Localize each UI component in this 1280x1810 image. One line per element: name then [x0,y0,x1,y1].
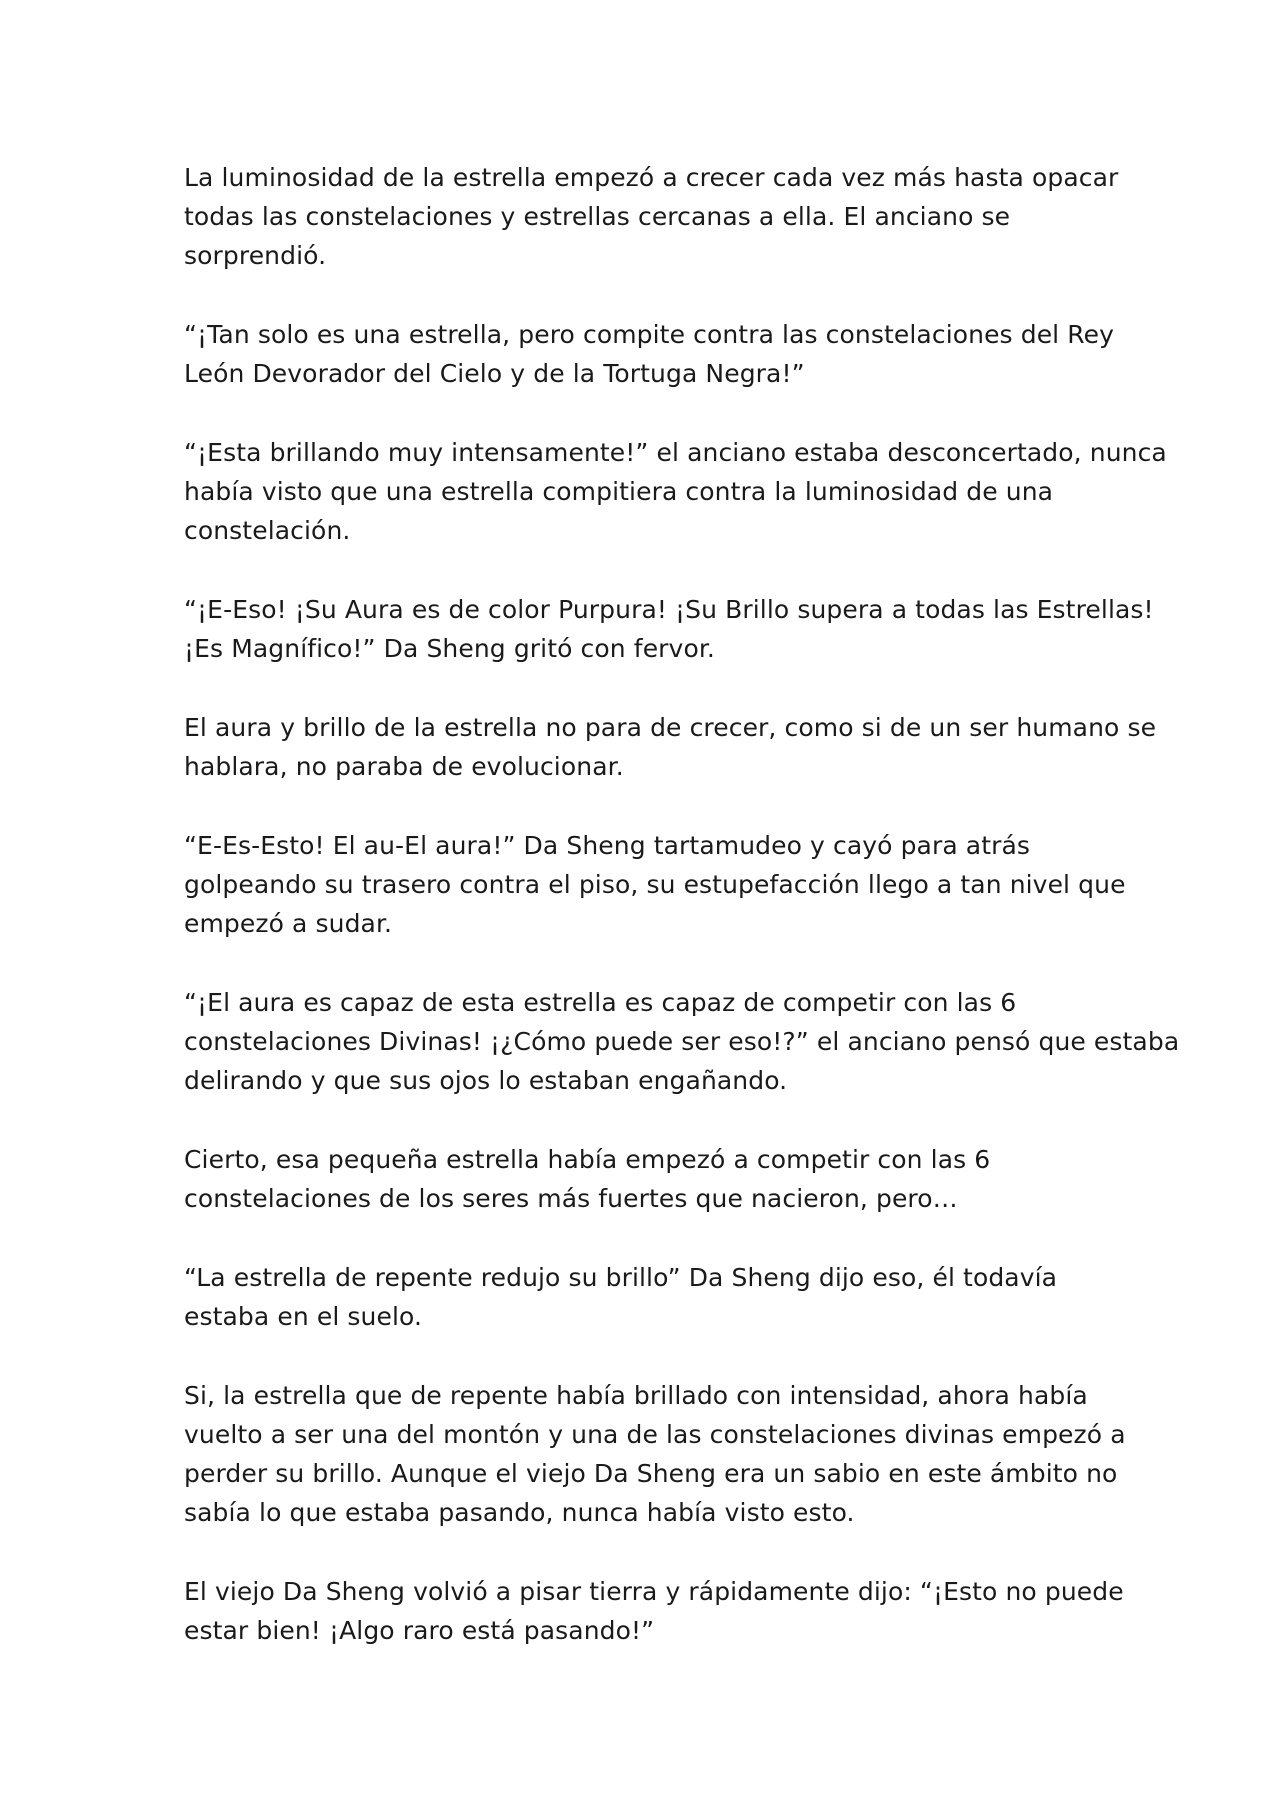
text-line: estaba en el suelo. [184,1302,423,1331]
text-line: constelación. [184,516,351,545]
text-line: León Devorador del Cielo y de la Tortuga Negra!” [184,359,805,388]
text-line: “¡E-Eso! ¡Su Aura es de color Purpura! ¡Su Brillo supera a todas las Estrellas! [184,595,1154,624]
paragraph-4 [184,590,1154,668]
text-line: Cierto, esa pequeña estrella había empezó a competir con las 6 [184,1145,991,1174]
text-line: “La estrella de repente redujo su brillo” Da Sheng dijo eso, él todavía [184,1263,1058,1292]
text-line: constelaciones Divinas! ¡¿Cómo puede ser eso!?” el anciano pensó que estaba [184,1027,1180,1056]
paragraph-6 [184,826,1126,943]
paragraph-2 [184,315,1114,393]
paragraph-7 [184,983,1180,1100]
paragraph-5 [184,708,1157,786]
text-line: El aura y brillo de la estrella no para de crecer, como si de un ser humano se [184,713,1157,742]
text-line: “¡Tan solo es una estrella, pero compite contra las constelaciones del Rey [184,320,1114,349]
text-line: golpeando su trasero contra el piso, su estupefacción llego a tan nivel que [184,870,1126,899]
document-body [184,158,1180,1690]
text-line: estar bien! ¡Algo raro está pasando!” [184,1616,655,1645]
paragraph-10 [184,1376,1126,1532]
text-line: “E-Es-Esto! El au-El aura!” Da Sheng tartamudeo y cayó para atrás [184,831,1031,860]
text-line: ¡Es Magnífico!” Da Sheng gritó con fervor. [184,634,715,663]
text-line: “¡El aura es capaz de esta estrella es capaz de competir con las 6 [184,988,1017,1017]
text-line: vuelto a ser una del montón y una de las constelaciones divinas empezó a [184,1420,1126,1449]
paragraph-11 [184,1572,1124,1650]
paragraph-1 [184,158,1119,275]
paragraph-8 [184,1140,1104,1218]
paragraph-9 [184,1258,1104,1336]
text-line: La luminosidad de la estrella empezó a crecer cada vez más hasta opacar [184,163,1119,192]
text-line: hablara, no paraba de evolucionar. [184,752,624,781]
text-line: “¡Esta brillando muy intensamente!” el anciano estaba desconcertado, nunca [184,438,1167,467]
text-line: había visto que una estrella compitiera contra la luminosidad de una [184,477,1054,506]
paragraph-3 [184,433,1167,550]
text-line: sabía lo que estaba pasando, nunca había visto esto. [184,1498,855,1527]
text-line: constelaciones de los seres más fuertes que nacieron, pero… [184,1184,958,1213]
text-line: empezó a sudar. [184,909,393,938]
text-line: todas las constelaciones y estrellas cercanas a ella. El anciano se [184,202,1011,231]
text-line: sorprendió. [184,241,327,270]
text-line: delirando y que sus ojos lo estaban engañando. [184,1066,788,1095]
text-line: Si, la estrella que de repente había brillado con intensidad, ahora había [184,1381,1088,1410]
text-line: El viejo Da Sheng volvió a pisar tierra y rápidamente dijo: “¡Esto no puede [184,1577,1124,1606]
text-line: perder su brillo. Aunque el viejo Da Sheng era un sabio en este ámbito no [184,1459,1118,1488]
